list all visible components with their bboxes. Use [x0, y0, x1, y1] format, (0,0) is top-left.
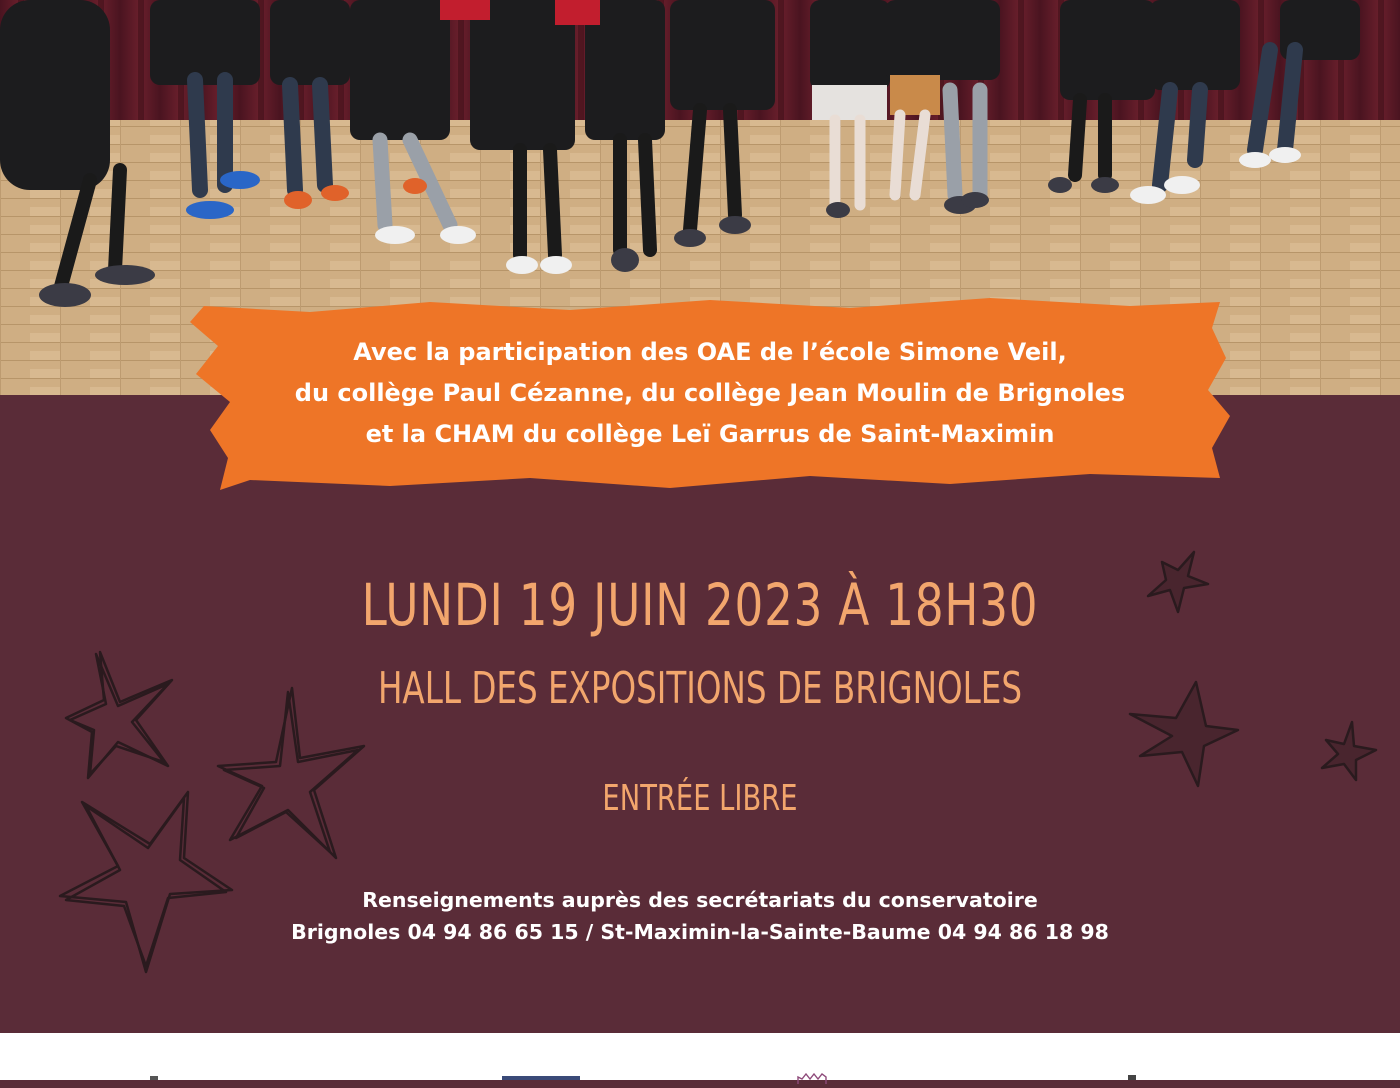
- event-entry: ENTRÉE LIBRE: [602, 778, 798, 819]
- contact-line-2: Brignoles 04 94 86 65 15 / St-Maximin-la-Sainte-Baume 04 94 86 18 98: [291, 920, 1109, 944]
- participation-banner: [190, 298, 1230, 490]
- partner-logo: [150, 1076, 158, 1080]
- crest-logo: [796, 1069, 828, 1080]
- contact-line-1: Renseignements auprès des secrétariats du conservatoire: [362, 888, 1038, 912]
- contact-info: [0, 884, 1400, 948]
- banner-line-3: et la CHAM du collège Leï Garrus de Saint-Maximin: [365, 420, 1055, 448]
- hand-drawn-star-icon: [1322, 722, 1376, 780]
- banner-line-1: Avec la participation des OAE de l’école Simone Veil,: [353, 338, 1067, 366]
- partner-logos-footer: [0, 1033, 1400, 1080]
- event-date: LUNDI 19 JUIN 2023 À 18H30: [361, 571, 1039, 639]
- hand-drawn-star-icon: [66, 652, 172, 778]
- partner-logo: [1128, 1075, 1136, 1080]
- partner-logo: [502, 1076, 580, 1080]
- event-venue: HALL DES EXPOSITIONS DE BRIGNOLES: [377, 663, 1023, 714]
- banner-line-2: du collège Paul Cézanne, du collège Jean Moulin de Brignoles: [294, 379, 1126, 407]
